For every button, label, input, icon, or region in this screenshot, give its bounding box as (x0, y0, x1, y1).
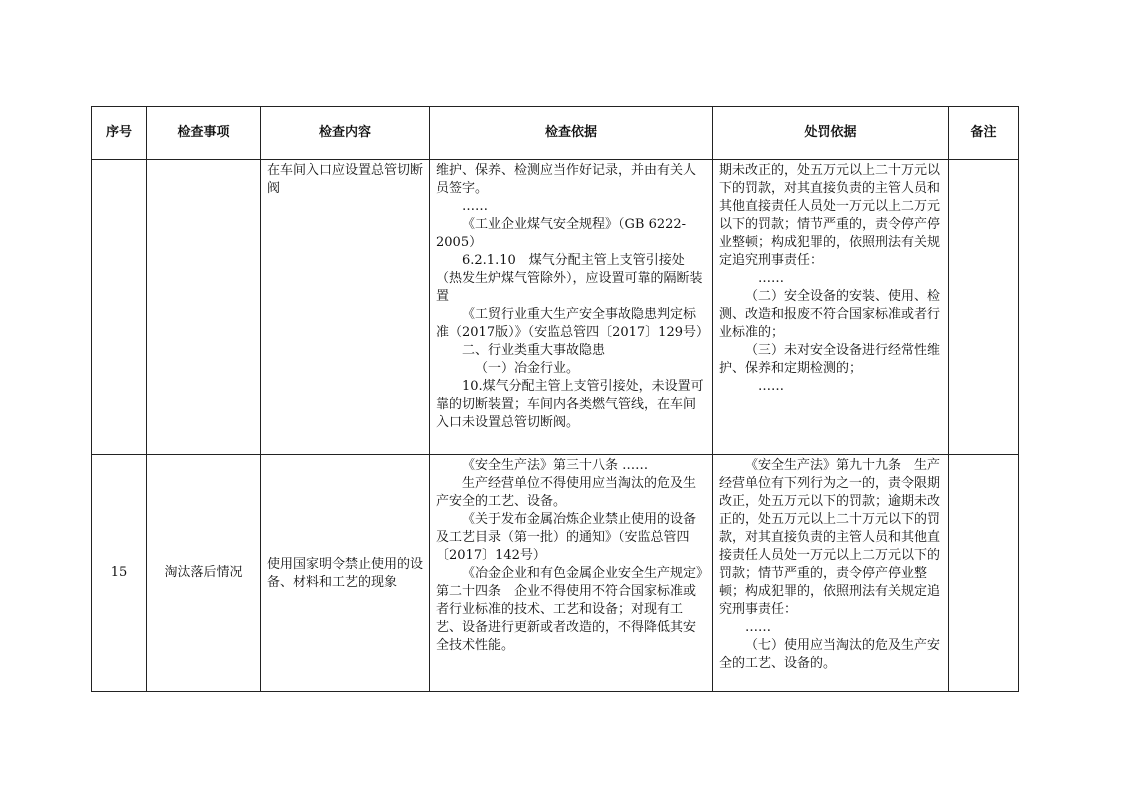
paragraph: 维护、保养、检测应当作好记录，并由有关人员签字。 (436, 163, 697, 196)
paragraph: 《关于发布金属冶炼企业禁止使用的设备及工艺目录（第一批）的通知》（安监总管四〔2017〕142号） (436, 512, 697, 563)
paragraph: 二、行业类重大事故隐患 (462, 343, 606, 358)
header-number: 序号 (92, 107, 147, 160)
paragraph: …… (758, 379, 784, 394)
row-basis (430, 160, 713, 455)
paragraph: 《安全生产法》第三十八条 …… (462, 458, 649, 473)
paragraph: 《工业企业煤气安全规程》（GB 6222-2005） (436, 217, 687, 250)
paragraph: （三）未对安全设备进行经常性维护、保养和定期检测的； (719, 343, 941, 376)
content-text: 在车间入口应设置总管切断阀 (267, 163, 424, 196)
row-remark (949, 455, 1019, 692)
paragraph: （一）冶金行业。 (475, 361, 580, 376)
row-number: 15 (92, 455, 147, 692)
table-row (92, 455, 1019, 692)
paragraph: 10.煤气分配主管上支管引接处，未设置可靠的切断装置；车间内各类燃气管线，在车间入口未设置总管切断阀。 (436, 379, 704, 430)
row-item: 淘汰落后情况 (147, 455, 261, 692)
row-number (92, 160, 147, 455)
paragraph: （二）安全设备的安装、使用、检测、改造和报废不符合国家标准或者行业标准的； (719, 289, 941, 340)
paragraph: 生产经营单位不得使用应当淘汰的危及生产安全的工艺、设备。 (436, 476, 697, 509)
header-row (92, 107, 1019, 160)
penalty-text (713, 160, 948, 396)
paragraph: （七）使用应当淘汰的危及生产安全的工艺、设备的。 (719, 638, 941, 671)
header-remark: 备注 (949, 107, 1019, 160)
row-penalty (713, 160, 949, 455)
paragraph: 6.2.1.10 煤气分配主管上支管引接处（热发生炉煤气管除外），应设置可靠的隔断装置 (436, 253, 703, 304)
header-item: 检查事项 (147, 107, 261, 160)
penalty-text (713, 455, 948, 673)
paragraph: 《工贸行业重大生产安全事故隐患判定标准（2017版）》（安监总管四〔2017〕129号） (436, 307, 709, 340)
paragraph: …… (758, 271, 784, 286)
row-content (261, 160, 430, 455)
header-penalty: 处罚依据 (713, 107, 949, 160)
row-penalty (713, 455, 949, 692)
paragraph: 《安全生产法》第九十九条 生产经营单位有下列行为之一的，责令限期改正，处五万元以下的罚款；逾期未改正的，处五万元以上二十万元以下的罚款，对其直接负责的主管人员和其他直接责任人员处一万元以上二万元以下的罚款；情节严重的，责令停产停业整顿；构成犯罪的，依照刑法有关规定追究刑事责任： (719, 458, 941, 617)
basis-text (430, 160, 712, 432)
paragraph: …… (462, 199, 488, 214)
paragraph: …… (745, 620, 771, 635)
paragraph: 《冶金企业和有色金属企业安全生产规定》第二十四条 企业不得使用不符合国家标准或者行业标准的技术、工艺和设备；对现有工艺、设备进行更新或者改造的，不得降低其安全技术性能。 (436, 566, 703, 653)
row-remark (949, 160, 1019, 455)
header-content: 检查内容 (261, 107, 430, 160)
header-basis: 检查依据 (430, 107, 713, 160)
paragraph: 期未改正的，处五万元以上二十万元以下的罚款，对其直接负责的主管人员和其他直接责任人员处一万元以上二万元以下的罚款；情节严重的，责令停产停业整顿；构成犯罪的，依照刑法有关规定追究刑事责任： (719, 163, 941, 268)
row-item (147, 160, 261, 455)
row-basis (430, 455, 713, 692)
row-content (261, 455, 430, 692)
basis-text (430, 455, 712, 655)
table-row (92, 160, 1019, 455)
inspection-table (91, 106, 1019, 692)
content-text: 使用国家明令禁止使用的设备、材料和工艺的现象 (267, 557, 424, 590)
